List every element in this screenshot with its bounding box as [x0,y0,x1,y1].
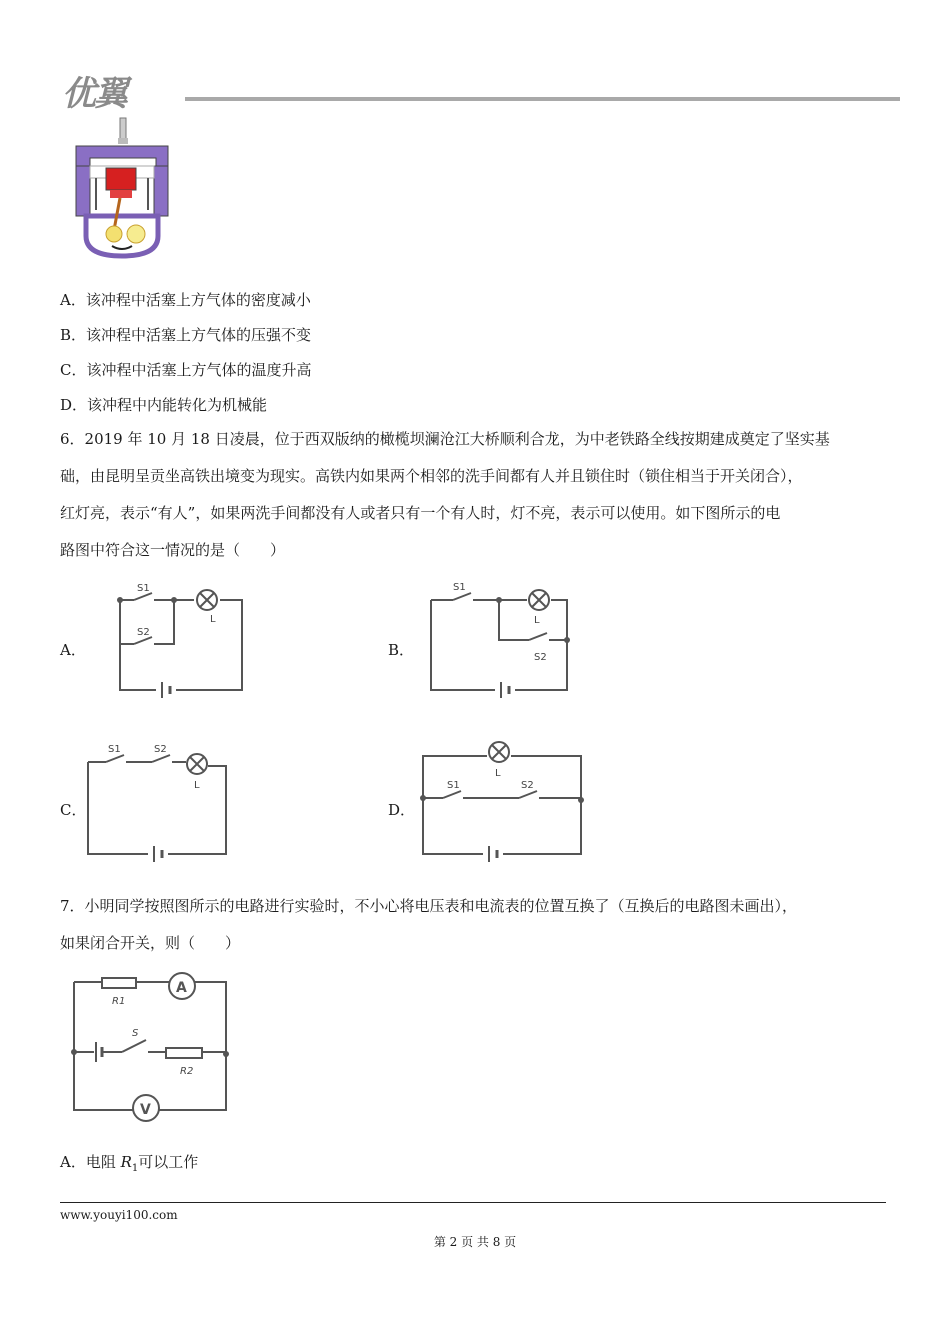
s-label: S [132,1028,139,1039]
q7-line: 如果闭合开关，则（ ） [60,934,241,952]
q7-line: 7．小明同学按照图所示的电路进行实验时，不小心将电压表和电流表的位置互换了（互换后的电路图未画出）， [60,897,798,915]
circuit-c-s1-label: S1 [108,744,121,755]
q6-line: 路图中符合这一情况的是（ ） [60,541,286,559]
q6-option-a-label: A． [60,641,86,659]
q6-line: 红灯亮，表示“有人”，如果两洗手间都没有人或者只有一个有人时，灯不亮，表示可以使用。如下图所示的电 [60,504,781,522]
ammeter-label: A [176,980,187,996]
q7-option-a-suffix: 可以工作 [138,1153,199,1171]
circuit-a-s1-label: S1 [137,583,150,594]
circuit-b [425,580,585,695]
q6-line: 础，由昆明呈贡坐高铁出境变为现实。高铁内如果两个相邻的洗手间都有人并且锁住时（锁住相当于开关闭合）， [60,467,803,485]
footer-url[interactable]: www.youyi100.com [60,1208,178,1222]
voltmeter-label: V [140,1102,151,1118]
q6-line: 6．2019 年 10 月 18 日凌晨，位于西双版纳的橄榄坝澜沧江大桥顺利合龙，为中老铁路全线按期建成奠定了坚实基 [60,430,830,448]
circuit-b-s1-label: S1 [453,582,466,593]
q5-option-d: D．该冲程中内能转化为机械能 [60,396,268,414]
circuit-a-s2-label: S2 [137,627,150,638]
q5-option-c: C．该冲程中活塞上方气体的温度升高 [60,361,312,379]
circuit-d-lamp-label: L [495,768,501,779]
q7-option-a-prefix: A．电阻 [60,1153,121,1171]
q5-option-a: A．该冲程中活塞上方气体的密度减小 [60,291,311,309]
circuit-b-lamp-label: L [534,615,540,626]
circuit-c-s2-label: S2 [154,744,167,755]
header-rule [185,97,900,101]
circuit-c-lamp-label: L [194,780,200,791]
q7-circuit [66,972,236,1120]
engine-figure [72,118,172,260]
circuit-a-lamp-label: L [210,614,216,625]
q5-option-b: B．该冲程中活塞上方气体的压强不变 [60,326,312,344]
circuit-c [82,738,242,858]
circuit-a [92,580,252,695]
circuit-b-s2-label: S2 [534,652,547,663]
r1-label: R1 [112,996,126,1007]
q6-option-c-label: C． [60,801,87,819]
q7-stem [60,888,890,962]
circuit-d-s2-label: S2 [521,780,534,791]
page-number: 第 2 页 共 8 页 [433,1235,517,1249]
q7-option-a-sub: 1 [131,1163,139,1174]
q6-option-b-label: B． [388,641,415,659]
circuit-d-s1-label: S1 [447,780,460,791]
q7-option-a-var: R [120,1153,132,1171]
brand-logo: 优翼 [62,74,126,114]
r2-label: R2 [180,1066,194,1077]
circuit-d [415,738,590,858]
q6-stem [60,421,890,569]
footer-rule [60,1202,886,1203]
q7-option-a [60,1152,198,1179]
q6-option-d-label: D． [388,801,416,819]
